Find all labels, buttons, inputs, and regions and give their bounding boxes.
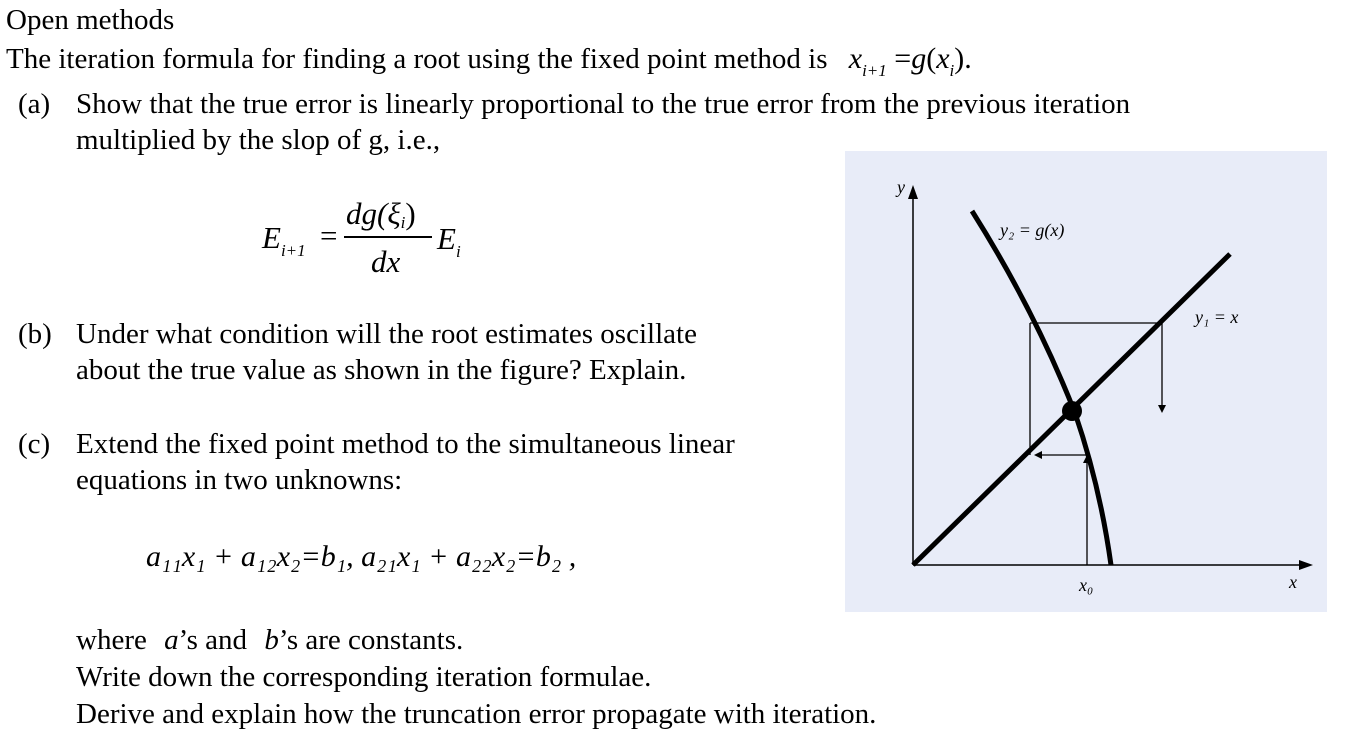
part-b-label: (b) <box>18 318 52 350</box>
x-axis-arrow-icon <box>1299 560 1313 570</box>
part-b-text1: Under what condition will the root estimates oscillate <box>76 318 697 350</box>
intro-text <box>6 42 972 80</box>
eq-rhs <box>437 221 461 261</box>
curve-label: y₂ = g(x) <box>1000 220 1065 240</box>
where-mid: ’s and <box>178 624 248 656</box>
part-c-line2: equations in two unknowns: <box>76 464 403 496</box>
eq-numerator-text: dg(ξ <box>346 196 401 231</box>
eq-lhs-sub: i+1 <box>280 241 306 260</box>
formula-g: g <box>911 42 927 75</box>
part-c-label: (c) <box>18 428 51 460</box>
y-axis-label: y <box>897 177 905 197</box>
part-b-line1 <box>18 317 697 351</box>
part-b-line2: about the true value as shown in the figure? Explain. <box>76 354 687 386</box>
formula-close: ) <box>954 42 965 75</box>
x0-label: x₀ <box>1079 575 1094 595</box>
eq-numerator-close: ) <box>405 196 416 231</box>
fixed-point-dot <box>1062 401 1082 421</box>
eq-lhs <box>262 220 306 260</box>
a-symbol: a <box>164 624 179 656</box>
eq-rhs-sub: i <box>455 242 461 261</box>
formula-var: x <box>936 42 950 75</box>
eq-numerator <box>346 196 416 232</box>
eq-denominator: dx <box>371 244 401 279</box>
eq-equals: = <box>320 218 338 253</box>
x-axis-label: x <box>1289 572 1297 592</box>
y-axis-arrow-icon <box>908 185 918 199</box>
iteration-formula <box>848 42 972 80</box>
derive-line: Derive and explain how the truncation error propagate with iteration. <box>76 698 877 730</box>
fixed-point-figure <box>845 151 1327 612</box>
linear-equations: a₁₁x₁ + a₁₂x₂=b₁, a₂₁x₁ + a₂₂x₂=b₂ , <box>146 540 577 573</box>
where-prefix: where <box>76 624 147 656</box>
eq-numerator-sub: i <box>400 213 406 232</box>
formula-lhs-sub: i+1 <box>862 61 887 80</box>
formula-dot: . <box>964 42 972 75</box>
part-a-line2: multiplied by the slop of g, i.e., <box>76 124 441 156</box>
where-line <box>76 623 463 657</box>
eq-lhs-symbol: E <box>262 220 281 255</box>
formula-eq: = <box>894 42 912 75</box>
write-line: Write down the corresponding iteration formulae. <box>76 661 652 693</box>
heading: Open methods <box>6 4 175 36</box>
fraction-bar <box>344 236 432 238</box>
formula-lhs: x <box>848 42 863 75</box>
formula-var-sub: i <box>949 61 955 80</box>
formula-open: ( <box>926 42 937 75</box>
part-a-line1 <box>18 87 1130 121</box>
intro-sentence: The iteration formula for finding a root using the fixed point method is <box>6 43 828 75</box>
part-a-text1: Show that the true error is linearly proportional to the true error from the previous iteration <box>76 88 1131 120</box>
part-c-text1: Extend the fixed point method to the simultaneous linear <box>76 428 735 460</box>
part-c-line1 <box>18 427 735 461</box>
b-symbol: b <box>264 624 279 656</box>
line-label: y₁ = x <box>1195 307 1239 327</box>
where-suffix: ’s are constants. <box>278 624 464 656</box>
part-a-label: (a) <box>18 88 51 120</box>
eq-rhs-symbol: E <box>437 221 456 256</box>
